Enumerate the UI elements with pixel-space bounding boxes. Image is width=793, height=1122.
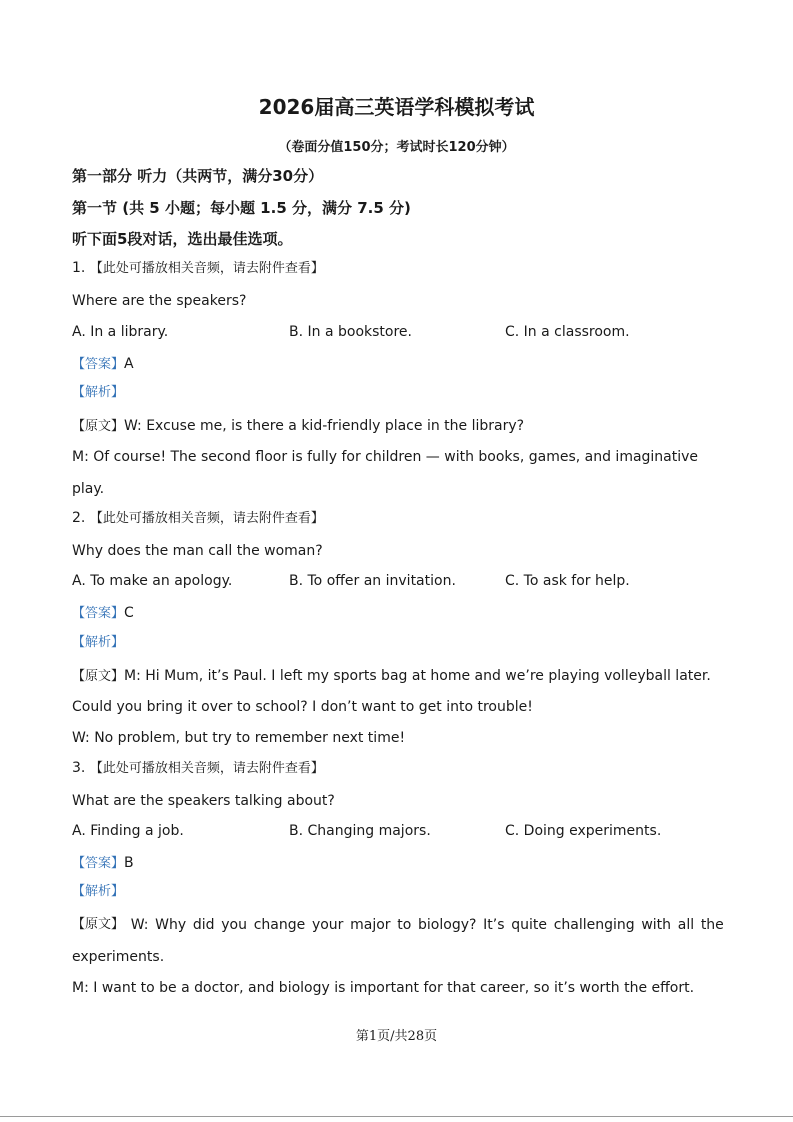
word: you xyxy=(221,917,247,933)
option-a: A. In a library. xyxy=(72,324,169,340)
audio-note: 【此处可播放相关音频，请去附件查看】 xyxy=(89,761,324,776)
analysis-label: 【解析】 xyxy=(72,635,125,650)
analysis-label: 【解析】 xyxy=(72,385,125,400)
part-heading: 第一部分 听力（共两节，满分30分） xyxy=(72,167,324,185)
option-c: C. In a classroom. xyxy=(505,324,630,340)
word: biology? xyxy=(418,917,477,933)
word: your xyxy=(311,917,344,933)
transcript-text: play. xyxy=(72,481,105,497)
word: all xyxy=(677,917,695,933)
question-text: Where are the speakers? xyxy=(72,293,247,309)
transcript-text: experiments. xyxy=(72,949,165,965)
word: Why xyxy=(155,917,187,933)
option-b: B. Changing majors. xyxy=(289,823,431,839)
option-b: B. To offer an invitation. xyxy=(289,573,456,589)
question-header xyxy=(72,759,324,778)
word: to xyxy=(397,917,412,933)
transcript-line xyxy=(72,667,711,686)
option-a: A. To make an apology. xyxy=(72,573,233,589)
instruction: 听下面5段对话，选出最佳选项。 xyxy=(72,230,293,248)
transcript-text: M: Hi Mum, it’s Paul. I left my sports bag at home and we’re playing volleyball later. xyxy=(124,668,711,684)
page-title: 2026届高三英语学科模拟考试 xyxy=(258,95,535,119)
answer-line xyxy=(72,604,134,623)
word: It’s xyxy=(483,917,505,933)
answer-label: 【答案】 xyxy=(72,856,125,871)
question-text: Why does the man call the woman? xyxy=(72,543,323,559)
question-header xyxy=(72,259,324,278)
transcript-text: W: No problem, but try to remember next time! xyxy=(72,730,406,746)
word: challenging xyxy=(553,917,635,933)
transcript-text: M: Of course! The second floor is fully for children — with books, games, and imaginative xyxy=(72,449,699,465)
exam-info: （卷面分值150分；考试时长120分钟） xyxy=(278,140,515,155)
word: major xyxy=(350,917,391,933)
answer-line xyxy=(72,854,134,873)
audio-note: 【此处可播放相关音频，请去附件查看】 xyxy=(89,511,324,526)
transcript-text: M: I want to be a doctor, and biology is important for that career, so it’s worth the effort. xyxy=(72,980,695,996)
analysis-label: 【解析】 xyxy=(72,884,125,899)
transcript-label: 【原文】 xyxy=(72,419,125,434)
transcript-line-justified xyxy=(72,916,724,934)
option-c: C. To ask for help. xyxy=(505,573,630,589)
answer-label: 【答案】 xyxy=(72,357,125,372)
bottom-divider xyxy=(0,1116,793,1117)
option-c: C. Doing experiments. xyxy=(505,823,662,839)
answer-line xyxy=(72,355,134,374)
answer-value: A xyxy=(124,356,134,372)
transcript-text: W: Excuse me, is there a kid-friendly place in the library? xyxy=(124,418,525,434)
question-header xyxy=(72,509,324,528)
word: quite xyxy=(511,917,547,933)
answer-label: 【答案】 xyxy=(72,606,125,621)
question-number: 2. xyxy=(72,510,86,526)
transcript-label: 【原文】 xyxy=(72,669,125,684)
question-text: What are the speakers talking about? xyxy=(72,793,335,809)
audio-note: 【此处可播放相关音频，请去附件查看】 xyxy=(89,261,324,276)
word: with xyxy=(641,917,672,933)
section-heading: 第一节 (共 5 小题；每小题 1.5 分，满分 7.5 分) xyxy=(72,199,411,217)
answer-value: B xyxy=(124,855,134,871)
question-number: 3. xyxy=(72,760,86,776)
answer-value: C xyxy=(124,605,134,621)
page-number: 第1页/共28页 xyxy=(355,1029,438,1044)
word: change xyxy=(253,917,306,933)
word: W: xyxy=(130,917,149,933)
word: the xyxy=(700,917,724,933)
word: did xyxy=(192,917,215,933)
transcript-label: 【原文】 xyxy=(72,917,125,932)
transcript-line xyxy=(72,417,524,436)
option-a: A. Finding a job. xyxy=(72,823,184,839)
transcript-text: Could you bring it over to school? I don’t want to get into trouble! xyxy=(72,699,533,715)
question-number: 1. xyxy=(72,260,86,276)
option-b: B. In a bookstore. xyxy=(289,324,412,340)
